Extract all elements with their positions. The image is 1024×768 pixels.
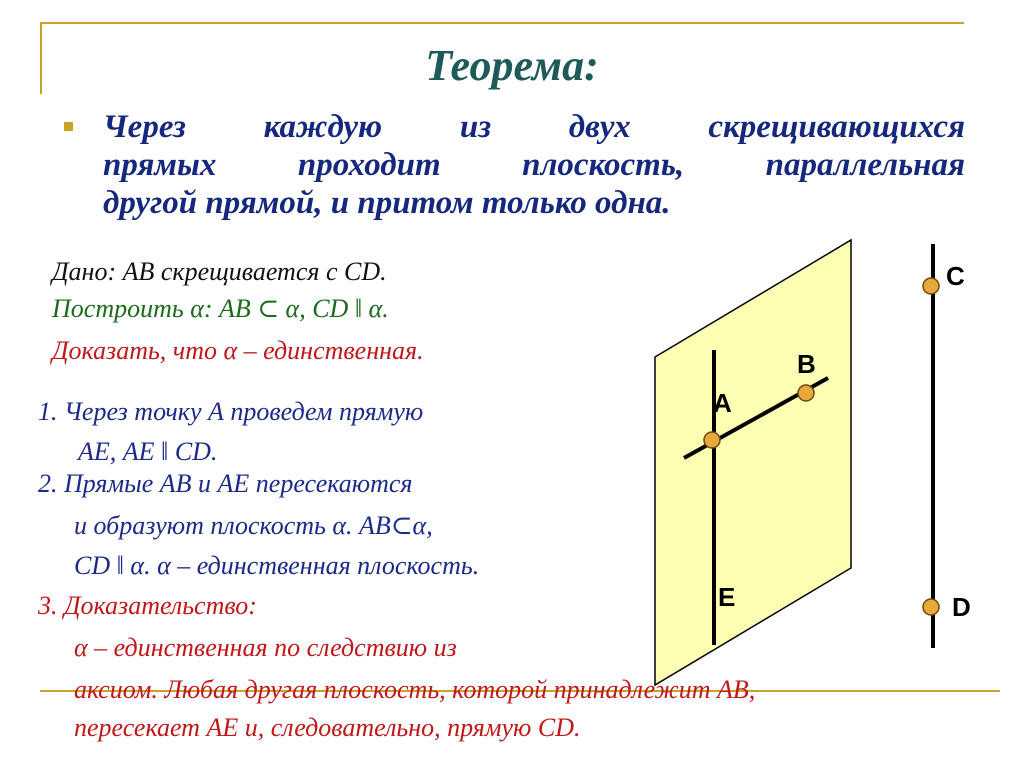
theorem-line-2: прямых проходит плоскость, параллельная bbox=[103, 147, 965, 183]
point-e-label: Е bbox=[718, 582, 736, 612]
point-c-marker bbox=[923, 278, 939, 294]
point-a-label: А bbox=[713, 388, 732, 418]
theorem-line-1: Через каждую из двух скрещивающихся bbox=[103, 109, 965, 145]
step-3-heading: 3. Доказательство: bbox=[38, 591, 257, 620]
point-d-label: D bbox=[952, 592, 971, 622]
step-1-line-1: 1. Через точку А проведем прямую bbox=[38, 397, 424, 426]
construct-text: Построить α: АВ ⊂ α, СD ǁ α. bbox=[52, 294, 389, 323]
step-2-line-3: СD ǁ α. α – единственная плоскость. bbox=[74, 551, 480, 580]
point-b-marker bbox=[798, 385, 814, 401]
prove-text: Доказать, что α – единственная. bbox=[52, 336, 424, 365]
theorem-line-3: другой прямой, и притом только одна. bbox=[103, 185, 671, 221]
point-a-marker bbox=[704, 432, 720, 448]
given-text: Дано: АВ скрещивается с СD. bbox=[52, 257, 387, 286]
point-d-marker bbox=[923, 599, 939, 615]
point-b-label: В bbox=[797, 349, 816, 379]
step-2-line-1: 2. Прямые АВ и АЕ пересекаются bbox=[38, 469, 413, 498]
plane-alpha bbox=[655, 240, 851, 685]
step-3-line-4: пересекает АЕ и, следовательно, прямую СD. bbox=[74, 713, 581, 742]
point-c-label: С bbox=[946, 261, 965, 291]
step-3-line-2: α – единственная по следствию из bbox=[74, 633, 457, 662]
step-2-line-2: и образуют плоскость α. АВ⊂α, bbox=[74, 511, 433, 540]
step-3-line-3: аксиом. Любая другая плоскость, которой принадлежит АВ, bbox=[74, 675, 756, 704]
slide-title: Теорема: bbox=[425, 41, 599, 90]
step-1-line-2: АЕ, АЕ ǁ СD. bbox=[78, 437, 218, 466]
